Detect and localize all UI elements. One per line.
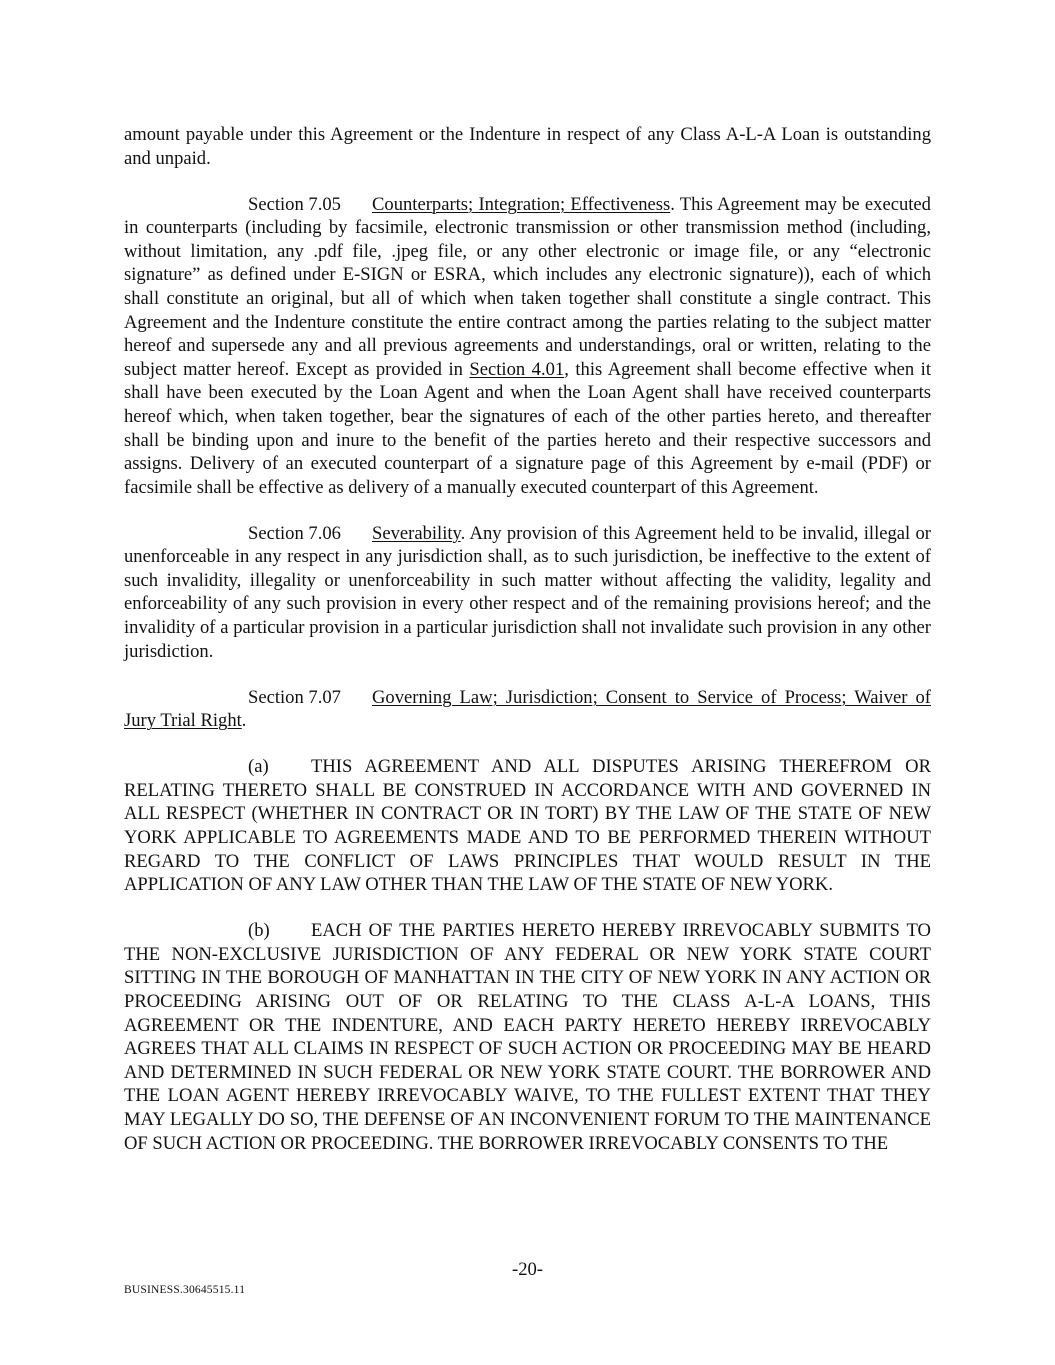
document-page bbox=[124, 123, 931, 1155]
section-7-06-text: . Any provision of this Agreement held to be invalid, illegal or unenforceable in any respect in any jurisdiction shall, as to such jurisdiction, be ineffective to the extent of such invalidity, illegality or unenforceability in such matter without affecting the validity, legality and enforceability of any such provision in every other respect and of the remaining provisions hereof; and the invalidity of a particular provision in a particular jurisdiction shall not invalidate such provision in any other jurisdiction. bbox=[124, 522, 931, 662]
section-7-05-caption: Counterparts; Integration; Effectiveness bbox=[372, 193, 671, 215]
continuation-text: amount payable under this Agreement or the Indenture in respect of any Class A-L-A Loan is outstanding and unpaid. bbox=[124, 124, 931, 169]
continuation-paragraph bbox=[124, 123, 931, 170]
clause-a-label: (a) bbox=[248, 756, 269, 778]
section-7-07-heading bbox=[124, 686, 931, 733]
clause-b-label: (b) bbox=[248, 920, 270, 942]
section-4-01-reference: Section 4.01 bbox=[469, 358, 565, 380]
section-7-06-number: Section 7.06 bbox=[248, 522, 341, 544]
section-7-05-text-2: , this Agreement shall become effective when it shall have been executed by the Loan Agent and when the Loan Agent shall have received counterparts hereof which, when taken together, bear the signatures of each of the other parties hereto, and thereafter shall be binding upon and inure to the benefit of the parties hereto and their respective successors and assigns. Delivery of an executed counterpart of a signature page of this Agreement by e-mail (PDF) or facsimile shall be effective as delivery of a manually executed counterpart of this Agreement. bbox=[124, 358, 932, 498]
section-7-05-number: Section 7.05 bbox=[248, 193, 341, 215]
section-7-07-period: . bbox=[241, 710, 247, 732]
clause-b-paragraph bbox=[124, 919, 931, 1155]
section-7-05-paragraph bbox=[124, 193, 931, 500]
section-7-06-paragraph bbox=[124, 522, 931, 664]
section-7-05-text-1: . This Agreement may be executed in counterparts (including by facsimile, electronic transmission or other transmission method (including, without limitation, any .pdf file, .jpeg file, or any other electronic or image file, or any “electronic signature” as defined under E-SIGN or ESRA, which includes any electronic signature)), each of which shall constitute an original, but all of which when taken together shall constitute a single contract. This Agreement and the Indenture constitute the entire contract among the parties relating to the subject matter hereof and supersede any and all previous agreements and understandings, oral or written, relating to the subject matter hereof. Except as provided in bbox=[124, 193, 931, 380]
page-number: -20- bbox=[512, 1259, 543, 1280]
document-id: BUSINESS.30645515.11 bbox=[124, 1284, 246, 1296]
clause-a-paragraph bbox=[124, 755, 931, 897]
section-7-07-caption: Governing Law; Jurisdiction; Consent to Service of Process; Waiver of Jury Trial Right bbox=[124, 686, 931, 732]
section-7-07-number: Section 7.07 bbox=[248, 686, 341, 708]
section-7-06-caption: Severability bbox=[372, 522, 461, 544]
clause-b-text: EACH OF THE PARTIES HERETO HEREBY IRREVOCABLY SUBMITS TO THE NON-EXCLUSIVE JURISDICTION OF ANY FEDERAL OR NEW YORK STATE COURT SITTING IN THE BOROUGH OF MANHATTAN IN THE CITY OF NEW YORK IN ANY ACTION OR PROCEEDING ARISING OUT OF OR RELATING TO THE CLASS A-L-A LOANS, THIS AGREEMENT OR THE INDENTURE, AND EACH PARTY HERETO HEREBY IRREVOCABLY AGREES THAT ALL CLAIMS IN RESPECT OF SUCH ACTION OR PROCEEDING MAY BE HEARD AND DETERMINED IN SUCH FEDERAL OR NEW YORK STATE COURT. THE BORROWER AND THE LOAN AGENT HEREBY IRREVOCABLY WAIVE, TO THE FULLEST EXTENT THAT THEY MAY LEGALLY DO SO, THE DEFENSE OF AN INCONVENIENT FORUM TO THE MAINTENANCE OF SUCH ACTION OR PROCEEDING. THE BORROWER IRREVOCABLY CONSENTS TO THE bbox=[124, 920, 931, 1154]
clause-a-text: THIS AGREEMENT AND ALL DISPUTES ARISING THEREFROM OR RELATING THERETO SHALL BE CONSTRUED IN ACCORDANCE WITH AND GOVERNED IN ALL RESPECT (WHETHER IN CONTRACT OR IN TORT) BY THE LAW OF THE STATE OF NEW YORK APPLICABLE TO AGREEMENTS MADE AND TO BE PERFORMED THEREIN WITHOUT REGARD TO THE CONFLICT OF LAWS PRINCIPLES THAT WOULD RESULT IN THE APPLICATION OF ANY LAW OTHER THAN THE LAW OF THE STATE OF NEW YORK. bbox=[124, 756, 931, 896]
